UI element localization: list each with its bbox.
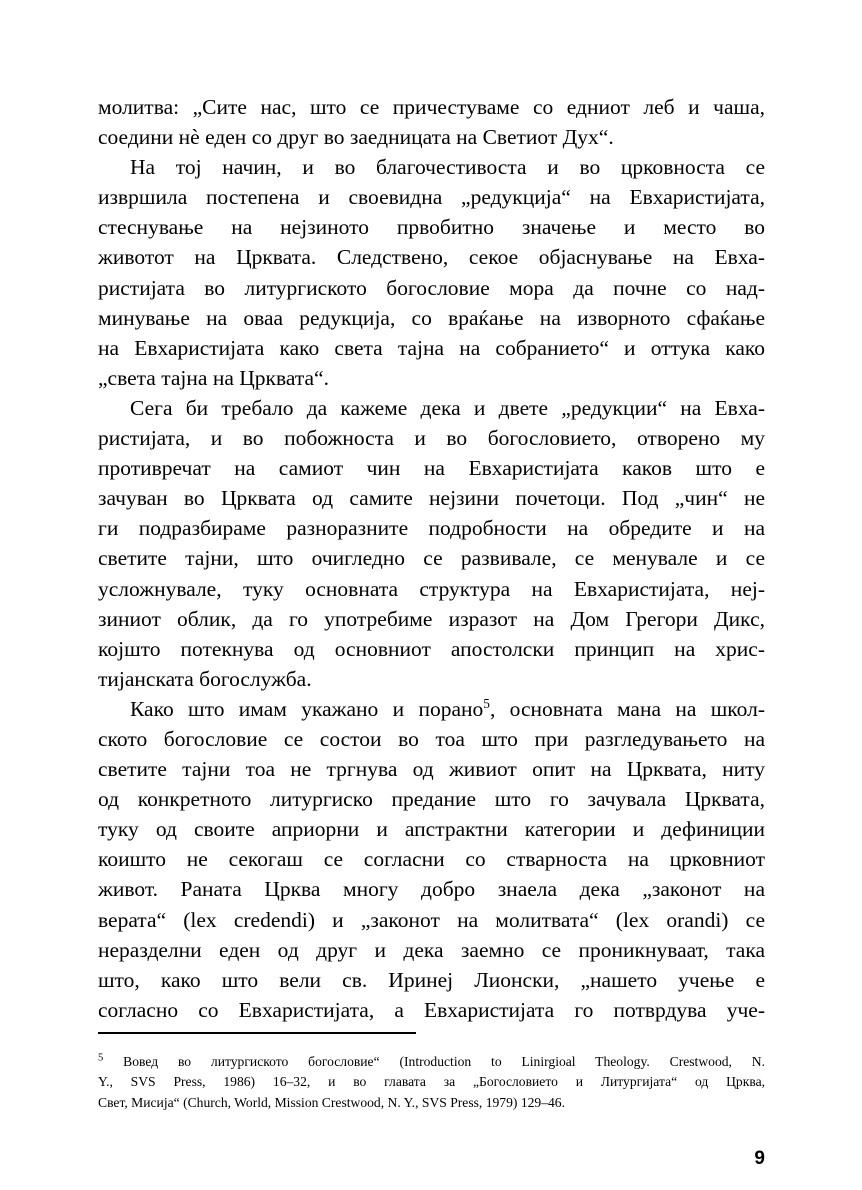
text-line: усложнувале, туку основната структура на Евхаристијата, неј- [98, 576, 765, 601]
text-line: Сега би требало да кажеме дека и двете „редукции“ на Евха- [130, 395, 765, 420]
text-line: живот. Раната Црква многу добро знаела дека „законот на [98, 877, 765, 902]
paragraph-3 [98, 393, 765, 694]
text-line: стеснување на нејзиното првобитно значење и место во [98, 215, 765, 240]
text-line: противречат на самиот чин на Евхаристијата каков што е [98, 456, 765, 481]
text-line: неразделни еден од друг и дека заемно се проникнуваат, така [98, 937, 765, 962]
footnote-area [98, 1032, 765, 1113]
text-line: животот на Црквата. Следствено, секое објаснување на Евха- [98, 245, 765, 270]
text-line: од конкретното литургиско предание што го зачувала Црквата, [98, 787, 765, 812]
text-segment: Како што имам укажано и порано [130, 696, 484, 721]
footnote-marker: 5 [98, 1052, 104, 1064]
text-line-with-footnote-ref [98, 694, 765, 724]
text-line: коишто не секогаш се согласни со стварноста на црковниот [98, 847, 765, 872]
paragraph-2 [98, 152, 765, 393]
text-line: согласно со Евхаристијата, а Евхаристијата го потврдува уче- [98, 997, 765, 1022]
text-line: тијанската богослужба. [98, 666, 312, 691]
text-line: соедини нѐ еден со друг во заедницата на Светиот Дух“. [98, 125, 614, 150]
text-line: ги подразбираме разноразните подробности на обредите и на [98, 516, 765, 541]
footnote-line: Y., SVS Press, 1986) 16–32, и во главата за „Богословието и Литургијата“ од Црква, [98, 1074, 765, 1090]
text-line: минување на оваа редукција, со враќање на изворното сфаќање [98, 305, 765, 330]
footnote-text-segment: Вовед во литургиското богословие“ (Introduction to Linirgioal Theology. Crestwood, N. [103, 1054, 765, 1069]
text-segment: , основната мана на школ- [489, 696, 765, 721]
footnote-separator-rule [98, 1032, 416, 1034]
text-line: зачуван во Црквата од самите нејзини почетоци. Под „чин“ не [98, 486, 765, 511]
text-line: ристијата во литургиското богословие мора да почне со над- [98, 275, 765, 300]
paragraph-4 [98, 694, 765, 1025]
text-line: светите тајни тоа не тргнува од живиот опит на Црквата, ниту [98, 757, 765, 782]
text-line: туку од своите априорни и апстрактни категории и дефиниции [98, 817, 765, 842]
text-line: зиниот облик, да го употребиме изразот на Дом Грегори Дикс, [98, 606, 765, 631]
text-line: што, како што вели св. Иринеј Лионски, „нашето учење е [98, 967, 765, 992]
footnote-line: Свет, Мисија“ (Church, World, Mission Crestwood, N. Y., SVS Press, 1979) 129–46. [98, 1094, 566, 1110]
text-line: верата“ (lex credendi) и „законот на молитвата“ (lex orandi) се [98, 907, 765, 932]
text-line: светите тајни, што очигледно се развивале, се менувале и се [98, 546, 765, 571]
text-line: молитва: „Сите нас, што се причестуваме со едниот леб и чаша, [98, 95, 765, 119]
text-line: На тој начин, и во благочестивоста и во црковноста се [130, 155, 765, 180]
footnote-5 [98, 1052, 765, 1113]
body-text-block [98, 92, 765, 1025]
text-line: на Евхаристијата како света тајна на собранието“ и оттука како [98, 335, 765, 360]
text-line: „света тајна на Црквата“. [98, 365, 329, 390]
footnote-reference-marker[interactable]: 5 [483, 695, 490, 711]
text-line: извршила постепена и своевидна „редукција“ на Евхаристијата, [98, 185, 765, 210]
text-line: ристијата, и во побожноста и во богословието, отворено му [98, 426, 765, 451]
paragraph-1 [98, 92, 765, 152]
footnote-line [98, 1052, 765, 1072]
page-number: 9 [754, 1148, 765, 1169]
text-line: којшто потекнува од основниот апостолски принцип на хрис- [98, 636, 765, 661]
text-line: ското богословие се состои во тоа што при разгледувањето на [98, 726, 765, 751]
